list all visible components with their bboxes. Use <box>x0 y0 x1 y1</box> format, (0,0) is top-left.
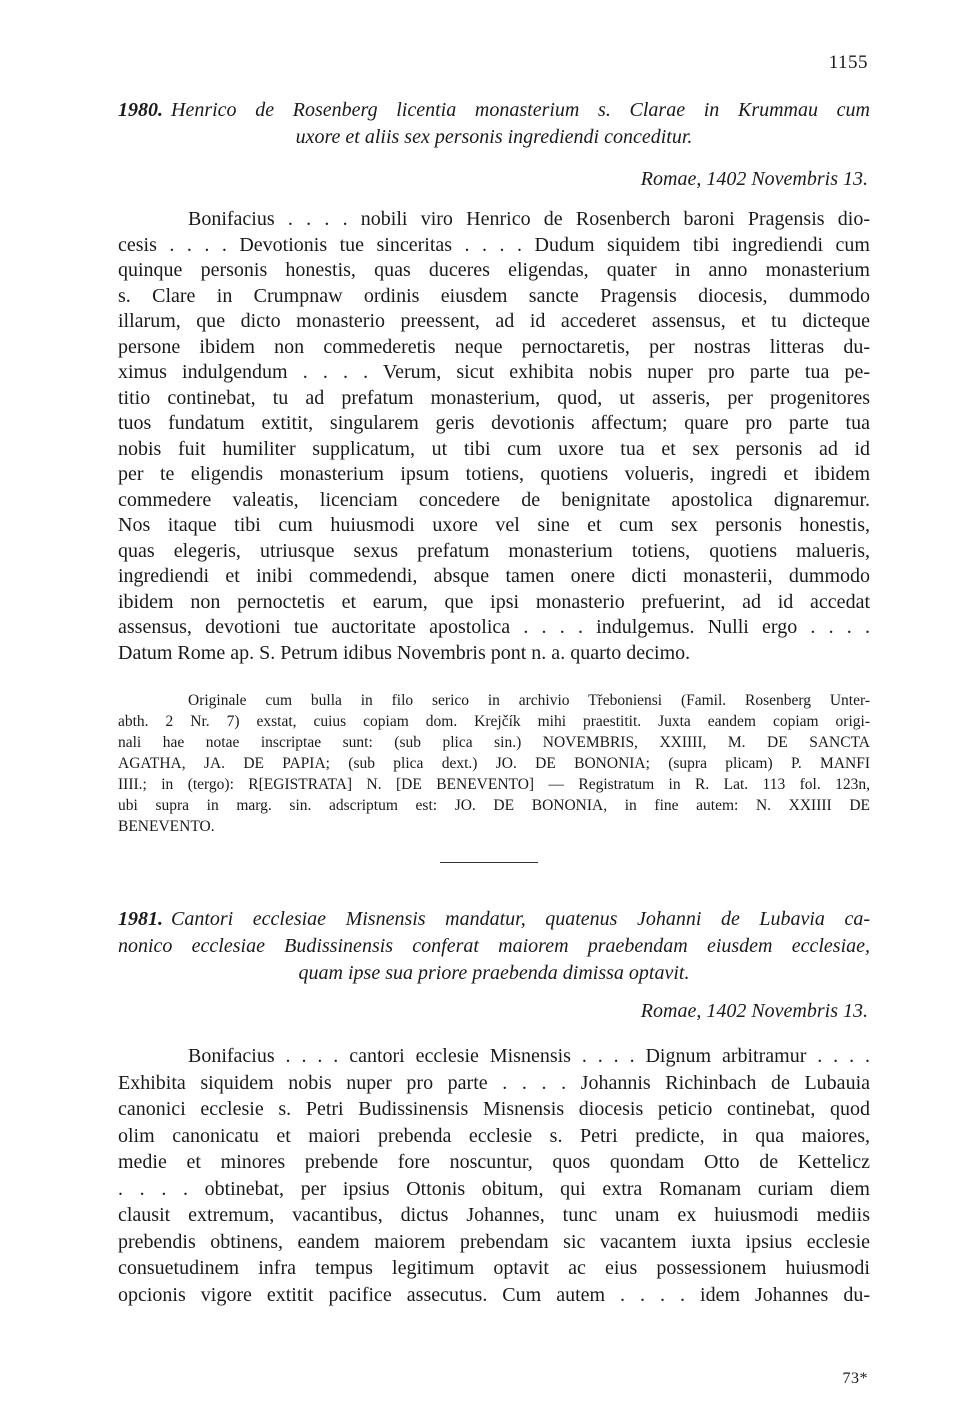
heading-line: Cantori ecclesiae Misnensis mandatur, quatenus Johanni de Lubavia ca- <box>171 908 870 930</box>
body-line: cesis . . . . Devotionis tue sinceritas . . . . Dudum siquidem tibi ingrediendi cum <box>118 233 870 256</box>
body-line: . . . . obtinebat, per ipsius Ottonis obitum, qui extra Romanam curiam diem <box>118 1177 870 1200</box>
note-line: Originale cum bulla in filo serico in archivio Třeboniensi (Famil. Rosenberg Unter- <box>188 692 870 709</box>
entry-body-1980 <box>118 207 870 666</box>
apparatus-note-1980 <box>118 690 870 837</box>
entry-number: 1981. <box>118 908 163 930</box>
heading-line: nonico ecclesiae Budissinensis conferat maiorem praebendam eiusdem ecclesiae, <box>118 935 870 957</box>
entry-number: 1980. <box>118 99 163 121</box>
body-line: quas elegeris, utriusque sexus prefatum monasterium totiens, quotiens malueris, <box>118 539 870 562</box>
body-line: commedere valeatis, licenciam concedere de benignitate apostolica dignaremur. <box>118 488 870 511</box>
body-line: opcionis vigore extitit pacifice assecutus. Cum autem . . . . idem Johannes du- <box>118 1283 870 1306</box>
body-line: consuetudinem infra tempus legitimum optavit ac eius possessionem huiusmodi <box>118 1257 870 1279</box>
page-number: 1155 <box>828 52 868 73</box>
note-line: AGATHA, JA. DE PAPIA; (sub plica dext.) JO. DE BONONIA; (supra plicam) P. MANFI <box>118 755 870 772</box>
body-line: quinque personis honestis, quas duceres eligendas, quater in anno monasterium <box>118 259 870 281</box>
body-line: Nos itaque tibi cum huiusmodi uxore vel sine et cum sex personis honestis, <box>118 514 870 536</box>
body-line: medie et minores prebende fore noscuntur, quos quondam Otto de Kettelicz <box>118 1151 870 1173</box>
body-line: per te eligendis monasterium ipsum totiens, quotiens volueris, ingredi et ibidem <box>118 463 870 485</box>
body-line: canonici ecclesie s. Petri Budissinensis Misnensis diocesis peticio continebat, quod <box>118 1098 870 1120</box>
entry-heading-1981 <box>118 906 870 987</box>
body-line: clausit extremum, vacantibus, dictus Johannes, tunc unam ex huiusmodi mediis <box>118 1204 870 1226</box>
body-line: Exhibita siquidem nobis nuper pro parte . . . . Johannis Richinbach de Lubauia <box>118 1071 870 1094</box>
heading-line: uxore et aliis sex personis ingrediendi conceditur. <box>295 126 693 148</box>
entry-body-1981 <box>118 1043 870 1308</box>
body-line: prebendis obtinens, eandem maiorem prebendam sic vacantem iuxta ipsius ecclesie <box>118 1230 870 1253</box>
body-line: olim canonicatu et maiori prebenda ecclesie s. Petri predicte, in qua maiores, <box>118 1124 870 1147</box>
note-line: nali hae notae inscriptae sunt: (sub plica sin.) NOVEMBRIS, XXIIII, M. DE SANCTA <box>118 734 870 751</box>
body-line: ibidem non pernoctetis et earum, que ipsi monasterio prefuerint, ad id accedat <box>118 590 870 613</box>
note-line: ubi supra in marg. sin. adscriptum est: JO. DE BONONIA, in fine autem: N. XXIIII DE <box>118 797 870 814</box>
note-line: abth. 2 Nr. 7) exstat, cuius copiam dom. Krejčík mihi praestitit. Juxta eandem copiam origi- <box>118 713 870 730</box>
note-line: IIII.; in (tergo): R[EGISTRATA] N. [DE BENEVENTO] — Registratum in R. Lat. 113 fol. 123n, <box>118 776 870 793</box>
note-line: BENEVENTO. <box>118 818 215 835</box>
body-line: ingrediendi et inibi commedendi, absque tamen onere dicti monasterii, dummodo <box>118 565 870 587</box>
body-line: s. Clare in Crumpnaw ordinis eiusdem sancte Pragensis diocesis, dummodo <box>118 284 870 307</box>
heading-line: quam ipse sua priore praebenda dimissa optavit. <box>298 962 690 984</box>
signature-mark: 73* <box>842 1370 868 1387</box>
body-line: ximus indulgendum . . . . Verum, sicut exhibita nobis nuper pro parte tua pe- <box>118 361 870 383</box>
body-line: nobis fuit humiliter supplicatum, ut tibi cum uxore tua et sex personis ad id <box>118 437 870 460</box>
entry-separator <box>440 862 538 863</box>
body-line: assensus, devotioni tue auctoritate apostolica . . . . indulgemus. Nulli ergo . . . . <box>118 616 870 638</box>
body-line: tuos fundatum extitit, singularem geris devotionis affectum; quare pro parte tua <box>118 412 870 434</box>
body-line: persone ibidem non commederetis neque pernoctaretis, per nostras litteras du- <box>118 335 870 358</box>
body-line: Bonifacius . . . . cantori ecclesie Misnensis . . . . Dignum arbitramur . . . . <box>188 1045 870 1067</box>
dateline-1981: Romae, 1402 Novembris 13. <box>640 1000 868 1022</box>
body-line: illarum, que dicto monasterio preessent, ad id accederet assensus, et tu dicteque <box>118 310 870 332</box>
entry-heading-1980 <box>118 97 870 151</box>
body-line: Datum Rome ap. S. Petrum idibus Novembris pont n. a. quarto decimo. <box>118 641 691 664</box>
heading-line: Henrico de Rosenberg licentia monasterium s. Clarae in Krummau cum <box>171 99 870 121</box>
body-line: Bonifacius . . . . nobili viro Henrico de Rosenberch baroni Pragensis dio- <box>188 208 870 230</box>
body-line: titio continebat, tu ad prefatum monasterium, quod, ut asseris, per progenitores <box>118 386 870 409</box>
dateline-1980: Romae, 1402 Novembris 13. <box>640 168 868 190</box>
